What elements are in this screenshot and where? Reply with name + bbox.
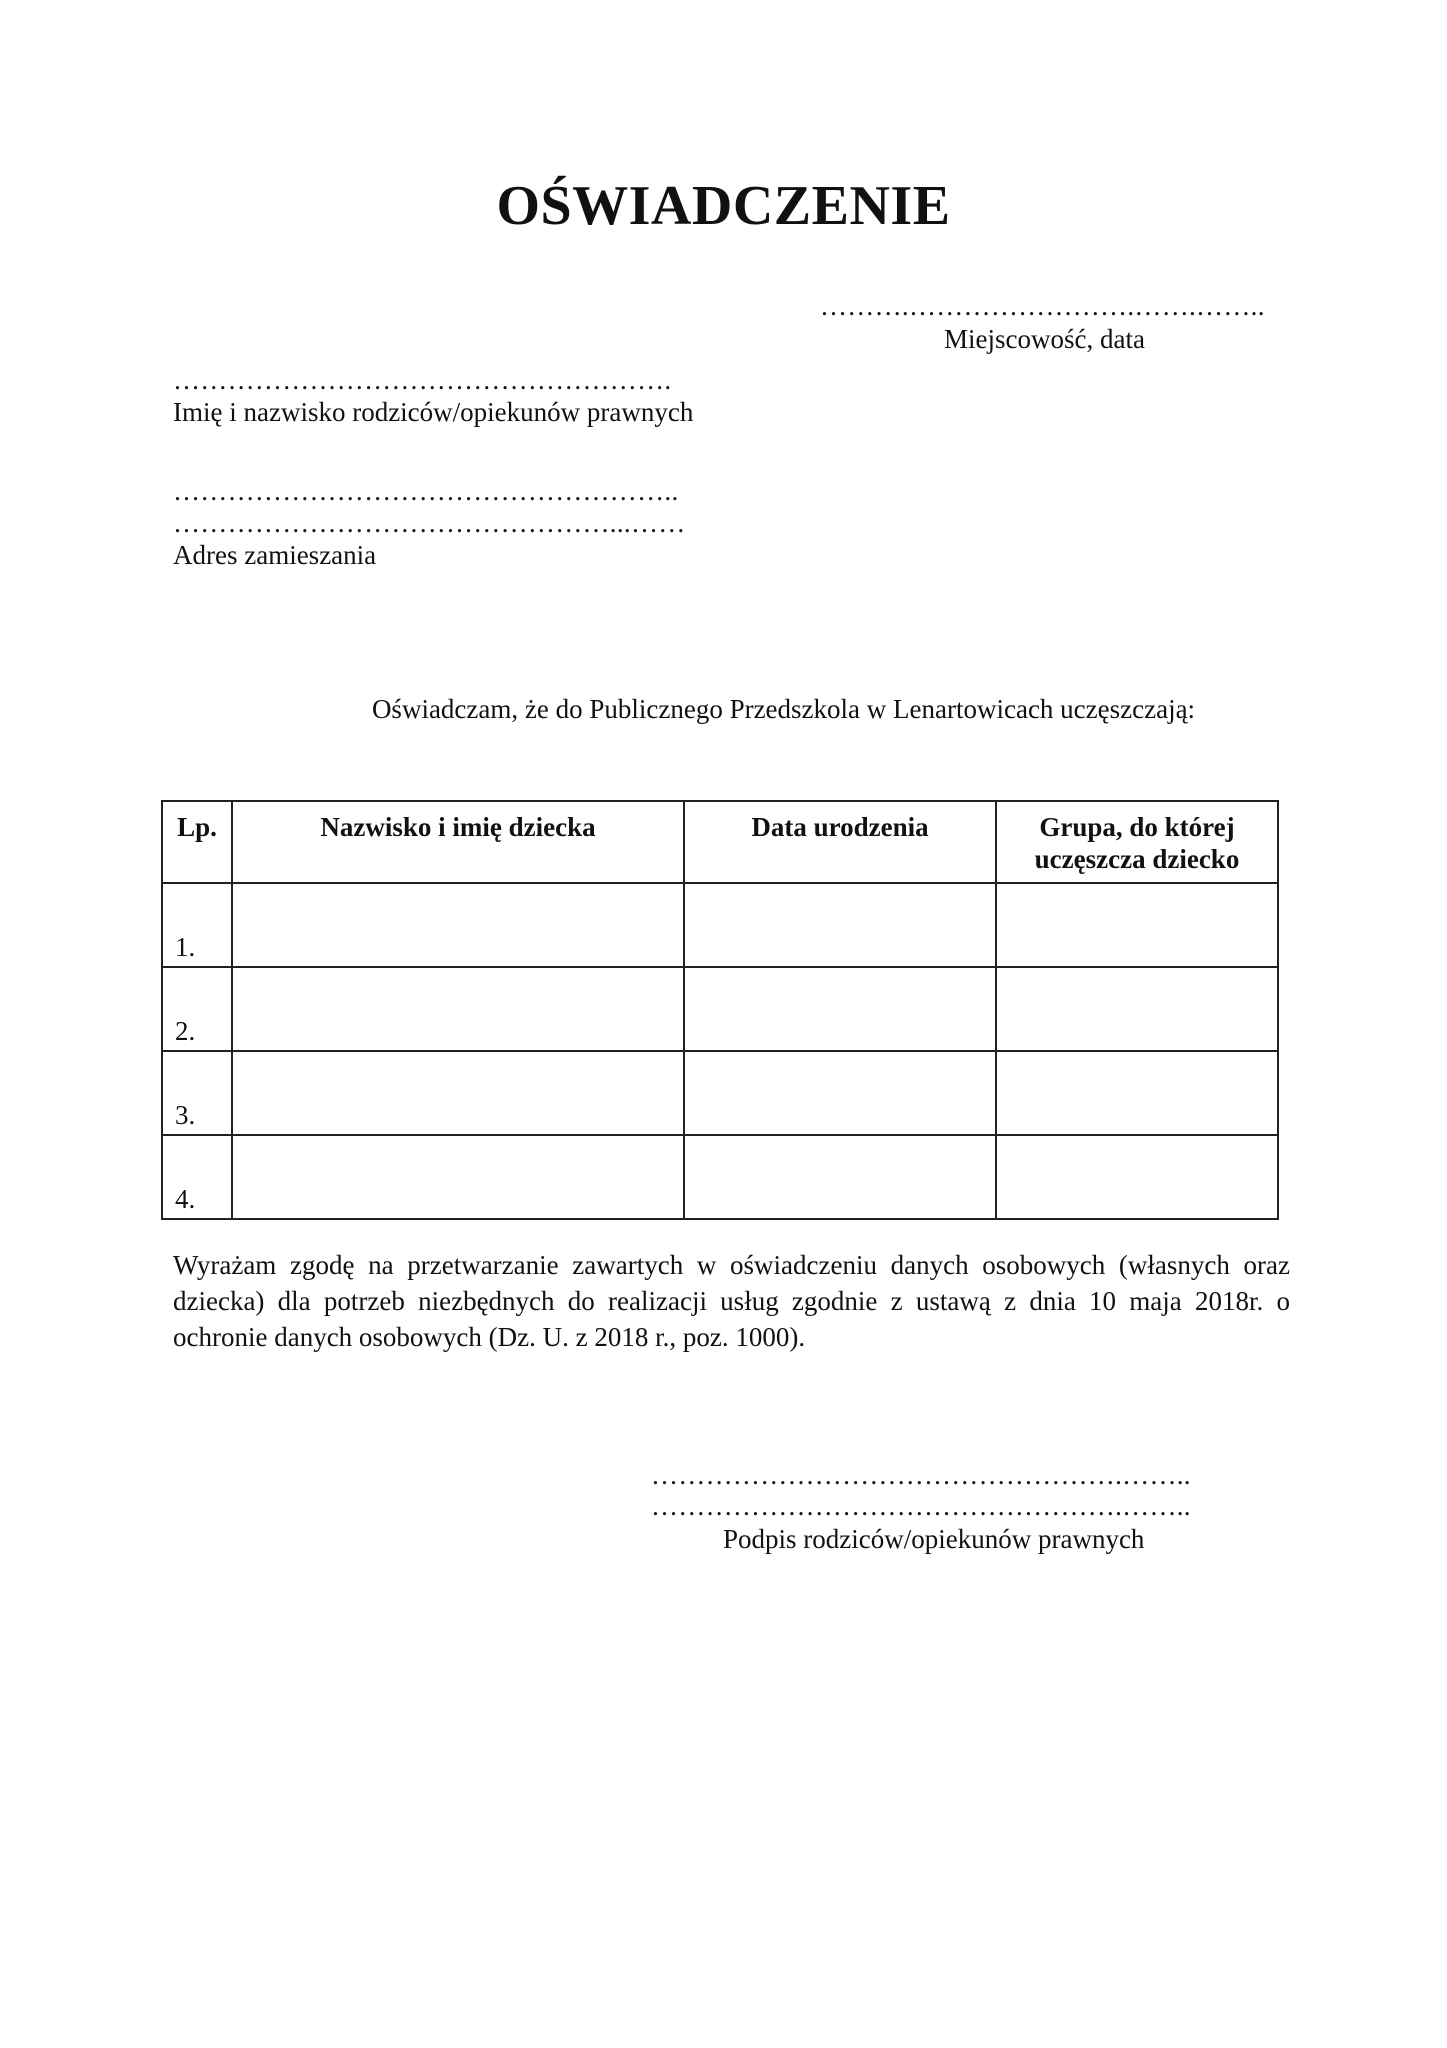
children-table xyxy=(161,800,1279,1220)
parents-name-label: Imię i nazwisko rodziców/opiekunów prawnych xyxy=(173,397,694,427)
column-header-lp: Lp. xyxy=(162,801,232,883)
parents-name-field[interactable]: ………………………………………………. xyxy=(173,365,672,395)
group-cell[interactable] xyxy=(996,1051,1278,1135)
signature-field-line-2[interactable]: …………………………………………….…….. xyxy=(651,1491,1191,1521)
place-date-label: Miejscowość, data xyxy=(944,324,1145,354)
child-name-cell[interactable] xyxy=(232,1051,684,1135)
group-cell[interactable] xyxy=(996,1135,1278,1219)
document-title: OŚWIADCZENIE xyxy=(496,175,951,237)
table-row xyxy=(162,967,1278,1051)
child-name-cell[interactable] xyxy=(232,1135,684,1219)
child-name-cell[interactable] xyxy=(232,967,684,1051)
row-number: 1. xyxy=(162,883,232,967)
birth-date-cell[interactable] xyxy=(684,1051,996,1135)
row-number: 3. xyxy=(162,1051,232,1135)
table-header-row xyxy=(162,801,1278,883)
column-header-group: Grupa, do której uczęszcza dziecko xyxy=(996,801,1278,883)
table-row xyxy=(162,1051,1278,1135)
address-field-line-2[interactable]: …………………………………………...…… xyxy=(173,508,686,538)
signature-label: Podpis rodziców/opiekunów prawnych xyxy=(723,1524,1145,1554)
group-cell[interactable] xyxy=(996,967,1278,1051)
birth-date-cell[interactable] xyxy=(684,967,996,1051)
column-header-child-name: Nazwisko i imię dziecka xyxy=(232,801,684,883)
address-label: Adres zamieszania xyxy=(173,540,377,570)
column-header-birth-date: Data urodzenia xyxy=(684,801,996,883)
consent-statement: Wyrażam zgodę na przetwarzanie zawartych w oświadczeniu danych osobowych (własnych oraz dziecka) dla potrzeb niezbędnych do realizacji usług zgodnie z ustawą z dnia 10 maja 2018r. o ochronie danych osobowych (Dz. U. z 2018 r., poz. 1000). xyxy=(173,1250,1290,1352)
address-field-line-1[interactable]: ……………………………………………….. xyxy=(173,476,679,506)
signature-field-line-1[interactable]: …………………………………………….…….. xyxy=(651,1460,1191,1490)
row-number: 4. xyxy=(162,1135,232,1219)
row-number: 2. xyxy=(162,967,232,1051)
place-date-field[interactable]: ……….…………………….…….…….. xyxy=(820,291,1265,321)
table-row xyxy=(162,883,1278,967)
group-cell[interactable] xyxy=(996,883,1278,967)
child-name-cell[interactable] xyxy=(232,883,684,967)
birth-date-cell[interactable] xyxy=(684,1135,996,1219)
table-row xyxy=(162,1135,1278,1219)
birth-date-cell[interactable] xyxy=(684,883,996,967)
intro-statement: Oświadczam, że do Publicznego Przedszkola w Lenartowicach uczęszczają: xyxy=(371,694,1196,724)
